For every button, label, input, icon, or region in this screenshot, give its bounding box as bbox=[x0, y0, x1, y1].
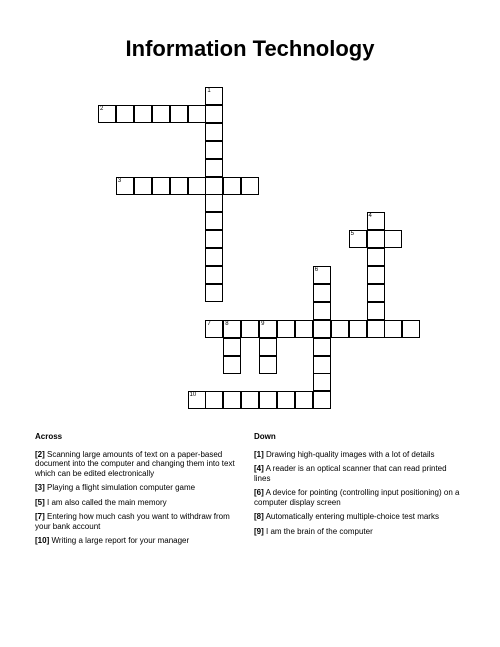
clue-across-10 bbox=[35, 536, 245, 546]
grid-cell[interactable] bbox=[367, 212, 385, 230]
grid-cell[interactable] bbox=[152, 105, 170, 123]
grid-cell[interactable] bbox=[205, 212, 223, 230]
cell-number: 2 bbox=[100, 105, 104, 112]
grid-cell[interactable] bbox=[116, 177, 134, 195]
grid-cell[interactable] bbox=[313, 320, 331, 338]
cell-number: 4 bbox=[368, 213, 372, 220]
grid-cell[interactable] bbox=[367, 320, 385, 338]
cell-number: 6 bbox=[314, 267, 319, 273]
grid-cell[interactable] bbox=[313, 302, 331, 320]
clue-text: Entering how much cash you want to withdraw from your bank account bbox=[35, 512, 230, 531]
clue-down-6 bbox=[254, 488, 464, 507]
grid-cell[interactable] bbox=[223, 338, 241, 356]
clue-number: [3] bbox=[35, 483, 45, 492]
clue-number: [9] bbox=[254, 526, 264, 536]
grid-cell[interactable] bbox=[277, 320, 295, 338]
grid-cell[interactable] bbox=[367, 248, 385, 266]
clue-text: Playing a flight simulation computer game bbox=[47, 483, 196, 492]
grid-cell[interactable] bbox=[241, 320, 259, 338]
clue-text: Automatically entering multiple-choice test marks bbox=[265, 512, 439, 521]
grid-cell[interactable] bbox=[134, 177, 152, 195]
clue-across-3 bbox=[35, 483, 245, 493]
grid-cell[interactable] bbox=[205, 230, 223, 248]
clue-down-4 bbox=[254, 464, 464, 483]
grid-cell[interactable] bbox=[223, 356, 241, 374]
clue-down-9 bbox=[254, 527, 464, 537]
cell-number: 3 bbox=[117, 177, 122, 184]
grid-cell[interactable] bbox=[188, 177, 206, 195]
grid-cell[interactable] bbox=[134, 105, 152, 123]
grid-cell[interactable] bbox=[384, 320, 402, 338]
grid-cell[interactable] bbox=[367, 302, 385, 320]
cell-number: 5 bbox=[350, 231, 354, 238]
grid-cell[interactable] bbox=[205, 177, 223, 195]
grid-cell[interactable] bbox=[367, 266, 385, 284]
grid-cell[interactable] bbox=[223, 391, 241, 409]
cell-number: 7 bbox=[207, 320, 211, 327]
grid-cell[interactable] bbox=[188, 105, 206, 123]
down-heading: Down bbox=[254, 432, 276, 441]
grid-cell[interactable] bbox=[223, 177, 241, 195]
clue-text: I am the brain of the computer bbox=[266, 526, 373, 536]
grid-cell[interactable] bbox=[259, 320, 277, 338]
clue-text: Scanning large amounts of text on a paper-based document into the computer and changing them into text which can be edited electronically bbox=[35, 449, 235, 478]
grid-cell[interactable] bbox=[313, 338, 331, 356]
clue-number: [5] bbox=[35, 497, 45, 507]
clue-text: A device for pointing (controlling input positioning) on a computer display screen bbox=[254, 488, 460, 507]
grid-cell[interactable] bbox=[205, 159, 223, 177]
clue-text: Drawing high-quality images with a lot of details bbox=[266, 449, 435, 459]
cell-number: 1 bbox=[207, 88, 211, 94]
puzzle-title: Information Technology bbox=[125, 36, 375, 61]
grid-cell[interactable] bbox=[116, 105, 134, 123]
grid-cell[interactable] bbox=[313, 373, 331, 391]
cell-number: 9 bbox=[261, 320, 265, 327]
grid-cell[interactable] bbox=[259, 338, 277, 356]
grid-cell[interactable] bbox=[241, 391, 259, 409]
grid-cell[interactable] bbox=[241, 177, 259, 195]
grid-cell[interactable] bbox=[170, 105, 188, 123]
grid-cell[interactable] bbox=[205, 284, 223, 302]
grid-cell[interactable] bbox=[313, 391, 331, 409]
clue-number: [7] bbox=[35, 512, 45, 521]
grid-cell[interactable] bbox=[205, 141, 223, 159]
grid-cell[interactable] bbox=[205, 105, 223, 123]
clue-number: [10] bbox=[35, 536, 50, 545]
clue-text: A reader is an optical scanner that can read printed lines bbox=[254, 464, 447, 483]
grid-cell[interactable] bbox=[331, 320, 349, 338]
grid-cell[interactable] bbox=[152, 177, 170, 195]
grid-cell[interactable] bbox=[205, 123, 223, 141]
grid-cell[interactable] bbox=[384, 230, 402, 248]
grid-cell[interactable] bbox=[205, 320, 223, 338]
grid-cell[interactable] bbox=[367, 230, 385, 248]
grid-cell[interactable] bbox=[223, 320, 241, 338]
grid-cell[interactable] bbox=[98, 105, 116, 123]
grid-cell[interactable] bbox=[295, 391, 313, 409]
clue-down-1 bbox=[254, 450, 464, 460]
grid-cell[interactable] bbox=[349, 320, 367, 338]
clue-number: [2] bbox=[35, 449, 45, 459]
grid-cell[interactable] bbox=[205, 194, 223, 212]
clue-across-5 bbox=[35, 498, 245, 508]
clue-number: [6] bbox=[254, 488, 264, 497]
grid-cell[interactable] bbox=[259, 356, 277, 374]
cell-number: 8 bbox=[225, 320, 229, 327]
grid-cell[interactable] bbox=[205, 266, 223, 284]
clue-number: [4] bbox=[254, 464, 264, 473]
grid-cell[interactable] bbox=[205, 248, 223, 266]
cell-number: 10 bbox=[189, 392, 197, 399]
clue-across-2 bbox=[35, 450, 245, 479]
grid-cell[interactable] bbox=[205, 87, 223, 105]
clue-number: [8] bbox=[254, 512, 264, 521]
clue-across-7 bbox=[35, 512, 245, 531]
grid-cell[interactable] bbox=[170, 177, 188, 195]
grid-cell[interactable] bbox=[313, 284, 331, 302]
grid-cell[interactable] bbox=[313, 266, 331, 284]
grid-cell[interactable] bbox=[277, 391, 295, 409]
clue-text: Writing a large report for your manager bbox=[51, 536, 190, 545]
grid-cell[interactable] bbox=[402, 320, 420, 338]
grid-cell[interactable] bbox=[349, 230, 367, 248]
grid-cell[interactable] bbox=[205, 391, 223, 409]
grid-cell[interactable] bbox=[367, 284, 385, 302]
grid-cell[interactable] bbox=[295, 320, 313, 338]
across-clues bbox=[35, 432, 245, 551]
grid-cell[interactable] bbox=[259, 391, 277, 409]
clue-down-8 bbox=[254, 512, 464, 522]
down-clues bbox=[254, 432, 464, 541]
grid-cell[interactable] bbox=[313, 356, 331, 374]
clue-number: [1] bbox=[254, 449, 264, 459]
grid-cell[interactable] bbox=[188, 391, 206, 409]
across-heading: Across bbox=[35, 432, 63, 441]
clue-text: I am also called the main memory bbox=[47, 497, 167, 507]
